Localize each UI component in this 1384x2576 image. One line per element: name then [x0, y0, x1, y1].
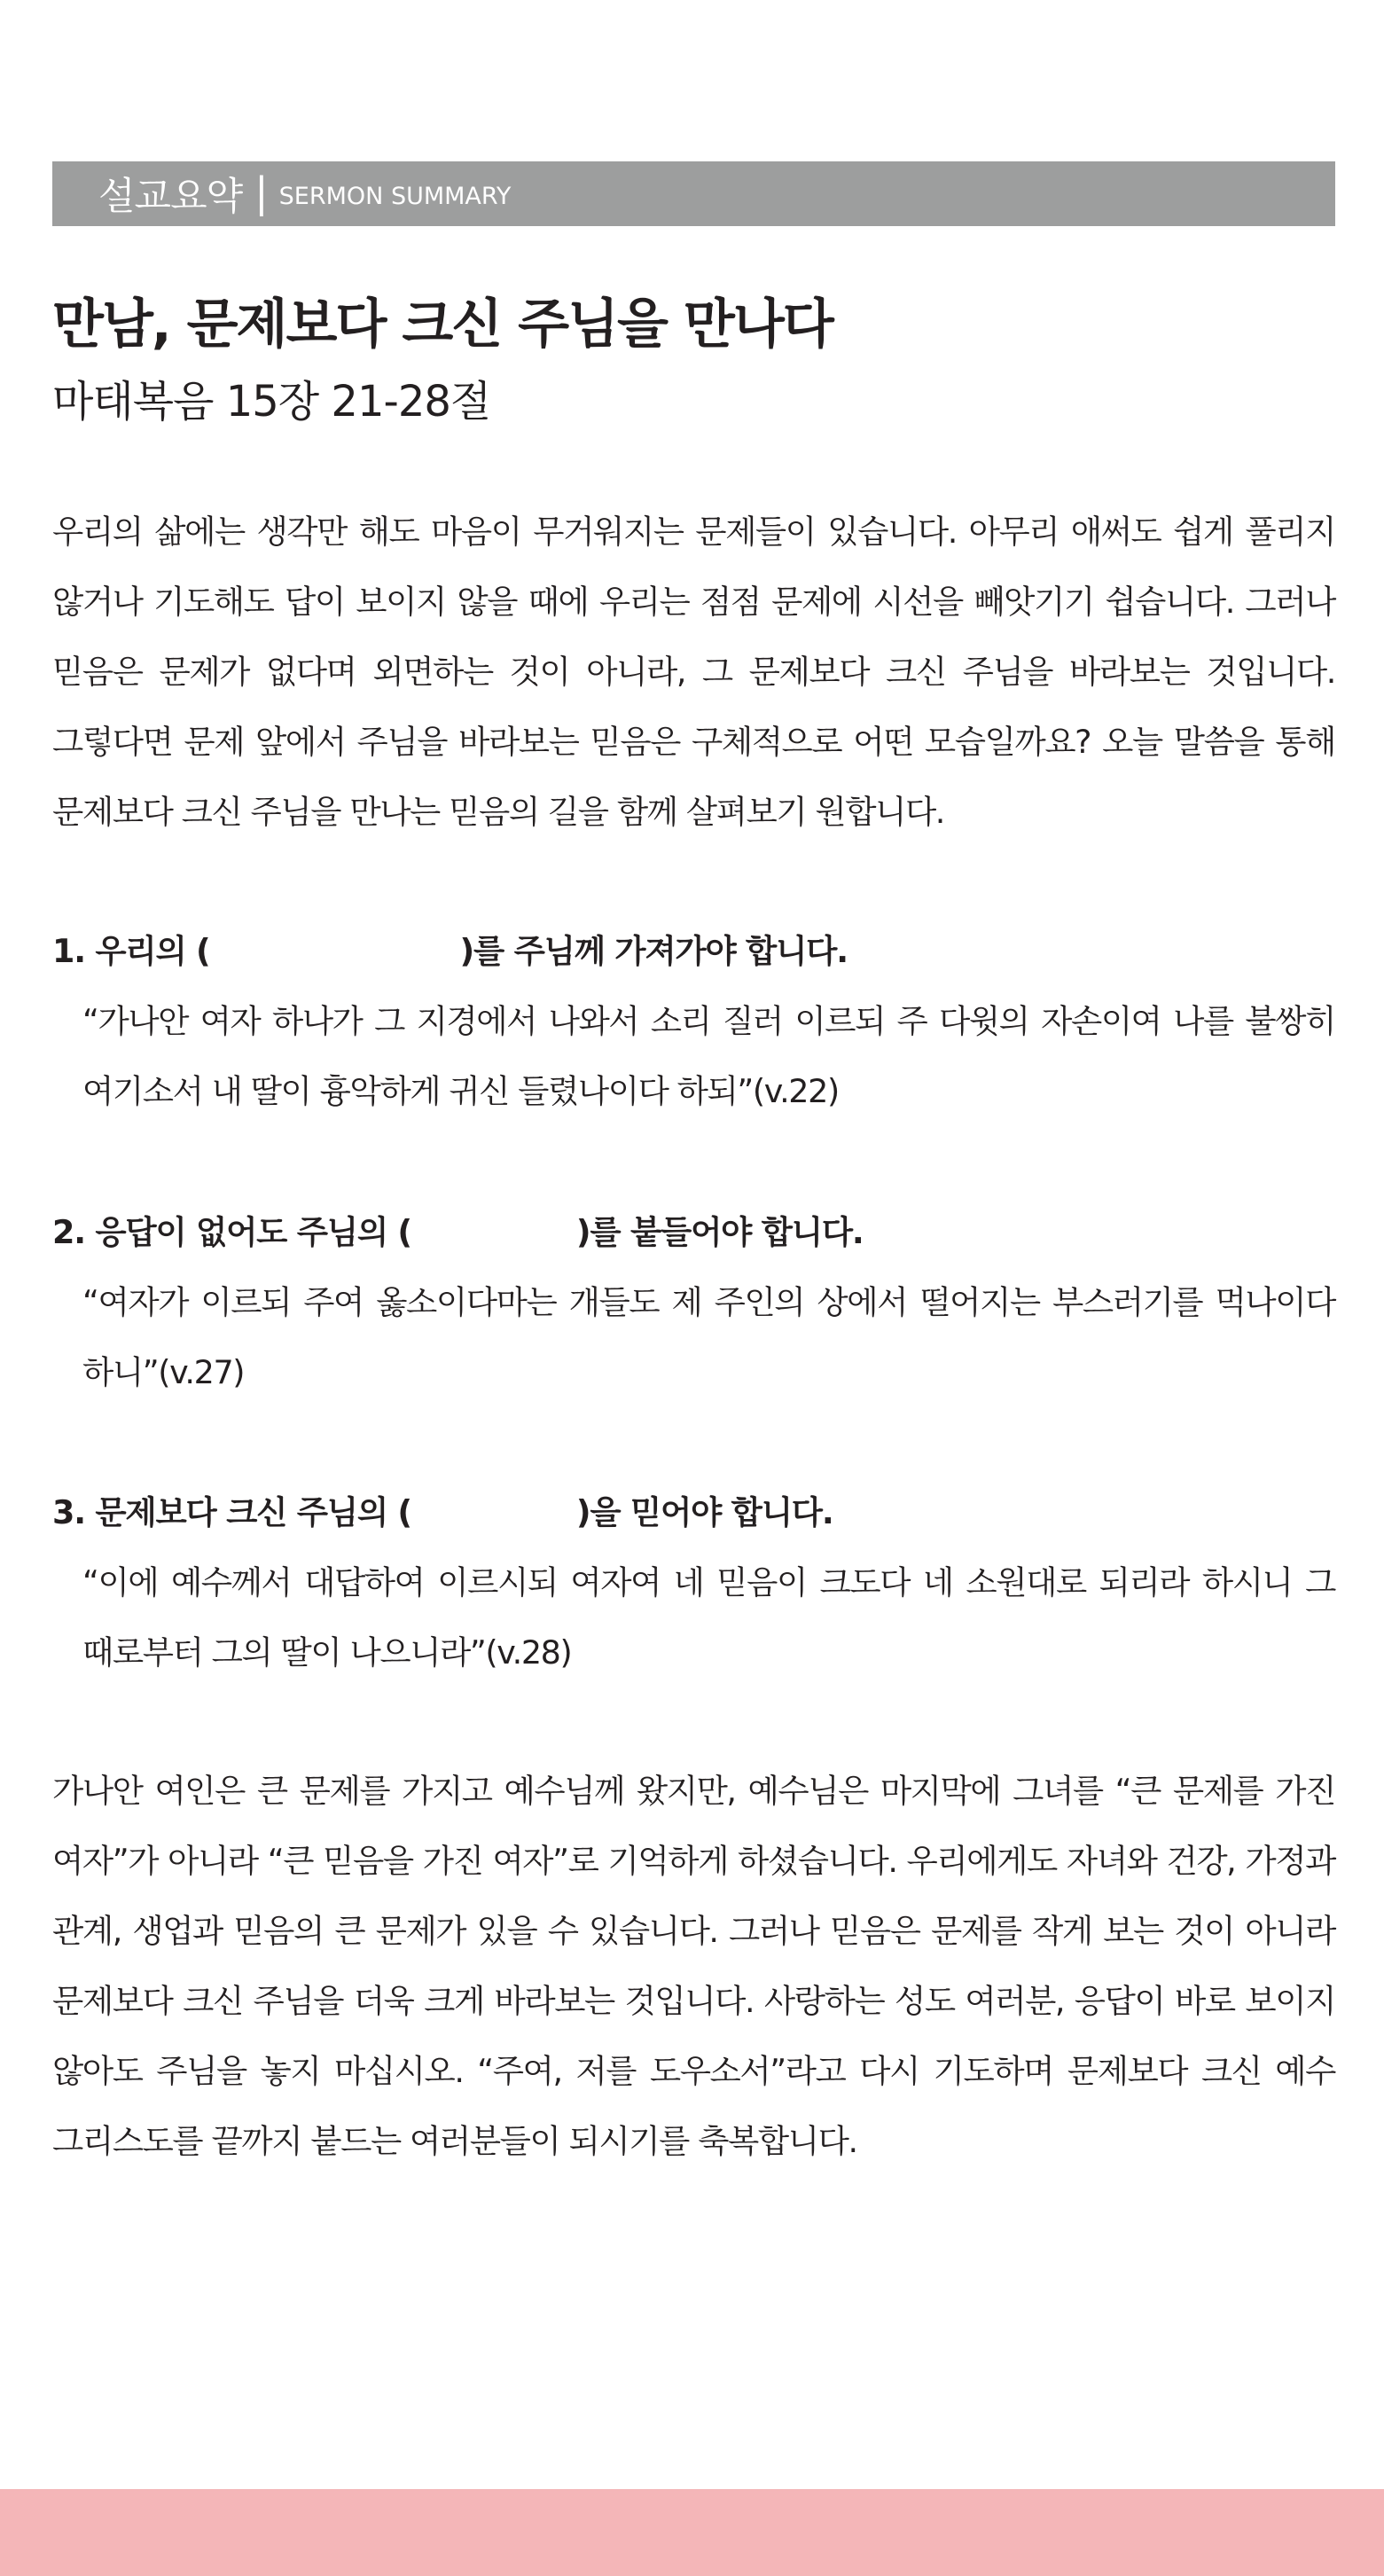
scripture-quote: “가나안 여자 하나가 그 지경에서 나와서 소리 질러 이르되 주 다윗의 자손이여 나를 불쌍히 여기소서 내 딸이 흉악하게 귀신 들렸나이다 하되”(v.22) [82, 1002, 1336, 1110]
scripture-reference: 마태복음 15장 21-28절 [52, 377, 491, 427]
point-heading-start: 2. 응답이 없어도 주님의 ( [52, 1213, 411, 1251]
point-heading [52, 1477, 1335, 1547]
scripture-quote: “여자가 이르되 주여 옳소이다마는 개들도 제 주인의 상에서 떨어지는 부스러기를 먹나이다 하니”(v.27) [82, 1283, 1335, 1391]
point-heading [52, 916, 1335, 986]
header-title-english: SERMON SUMMARY [278, 183, 512, 210]
scripture-quote: “이에 예수께서 대답하여 이르시되 여자여 네 믿음이 크도다 네 소원대로 되리라 하시니 그 때로부터 그의 딸이 나으니라”(v.28) [82, 1563, 1335, 1672]
sermon-point-2 [52, 1197, 1335, 1407]
point-heading-end: )을 믿어야 합니다. [575, 1493, 833, 1531]
header-separator: | [254, 168, 269, 216]
header-title-korean: 설교요약 [98, 175, 243, 219]
footer-color-band [0, 2489, 1384, 2576]
section-header [52, 161, 1335, 226]
conclusion-paragraph: 가나안 여인은 큰 문제를 가지고 예수님께 왔지만, 예수님은 마지막에 그녀를 “큰 문제를 가진 여자”가 아니라 “큰 믿음을 가진 여자”로 기억하게 하셨습니다. 우리에게도 자녀와 건강, 가정과 관계, 생업과 믿음의 큰 문제가 있을 수 있습니다. 그러나 믿음은 문제를 작게 보는 것이 아니라 문제보다 크신 주님을 더욱 크게 바라보는 것입니다. 사랑하는 성도 여러분, 응답이 바로 보이지 않아도 주님을 놓지 마십시오. “주여, 저를 도우소서”라고 다시 기도하며 문제보다 크신 예수 그리스도를 끝까지 붙드는 여러분들이 되시기를 축복합니다. [52, 1772, 1335, 2160]
sermon-point-3 [52, 1477, 1335, 1687]
point-heading-end: )를 붙들어야 합니다. [575, 1213, 864, 1251]
point-heading [52, 1197, 1335, 1267]
point-heading-start: 3. 문제보다 크신 주님의 ( [52, 1493, 411, 1531]
point-heading-start: 1. 우리의 ( [52, 932, 210, 970]
sermon-point-1 [52, 916, 1335, 1126]
sermon-title: 만남, 문제보다 크신 주님을 만나다 [52, 294, 833, 356]
intro-paragraph: 우리의 삶에는 생각만 해도 마음이 무거워지는 문제들이 있습니다. 아무리 애써도 쉽게 풀리지 않거나 기도해도 답이 보이지 않을 때에 우리는 점점 문제에 시선을 빼앗기기 쉽습니다. 그러나 믿음은 문제가 없다며 외면하는 것이 아니라, 그 문제보다 크신 주님을 바라보는 것입니다. 그렇다면 문제 앞에서 주님을 바라보는 믿음은 구체적으로 어떤 모습일까요? 오늘 말씀을 통해 문제보다 크신 주님을 만나는 믿음의 길을 함께 살펴보기 원합니다. [52, 513, 1335, 831]
point-heading-end: )를 주님께 가져가야 합니다. [459, 932, 848, 970]
